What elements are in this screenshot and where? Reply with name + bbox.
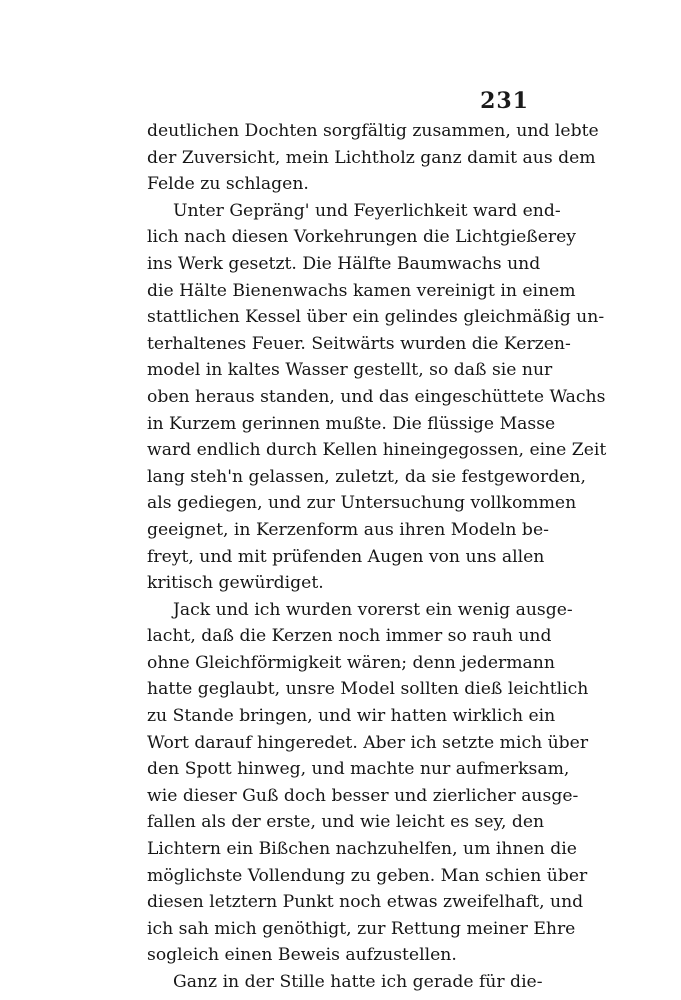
text-line: zu Stande bringen, und wir hatten wirklich ein [147, 706, 556, 727]
text-line: kritisch gewürdiget. [147, 573, 324, 594]
text-line: geeignet, in Kerzenform aus ihren Modeln be- [147, 519, 549, 540]
text-line: wie dieser Guß doch besser und zierlicher ausge- [147, 785, 579, 806]
text-line: ward endlich durch Kellen hineingegossen, eine Zeit [147, 440, 607, 461]
text-line: diesen letztern Punkt noch etwas zweifelhaft, und [147, 892, 584, 913]
text-line: hatte geglaubt, unsre Model sollten dieß leichtlich [147, 679, 589, 700]
text-line: Jack und ich wurden vorerst ein wenig ausge- [173, 599, 573, 620]
text-line: Felde zu schlagen. [147, 174, 309, 195]
text-line: Wort darauf hingeredet. Aber ich setzte mich über [147, 732, 589, 753]
text-line: sogleich einen Beweis aufzustellen. [147, 945, 457, 966]
text-line: möglichste Vollendung zu geben. Man schien über [147, 865, 588, 886]
text-line: stattlichen Kessel über ein gelindes gleichmäßig un- [147, 307, 605, 328]
text-line: als gediegen, und zur Untersuchung vollkommen [147, 493, 577, 514]
text-line: ich sah mich genöthigt, zur Rettung meiner Ehre [147, 918, 576, 939]
text-line: der Zuversicht, mein Lichtholz ganz damit aus dem [147, 147, 596, 168]
text-line: in Kurzem gerinnen mußte. Die flüssige Masse [147, 413, 556, 434]
text-line: den Spott hinweg, und machte nur aufmerksam, [147, 759, 570, 780]
text-line: lang steh'n gelassen, zuletzt, da sie festgeworden, [147, 466, 586, 487]
text-line: terhaltenes Feuer. Seitwärts wurden die Kerzen- [147, 333, 571, 354]
text-line: fallen als der erste, und wie leicht es sey, den [147, 812, 545, 833]
text-line: ins Werk gesetzt. Die Hälfte Baumwachs und [147, 253, 541, 274]
text-line: deutlichen Dochten sorgfältig zusammen, und lebte [147, 121, 599, 141]
text-line: die Hälte Bienenwachs kamen vereinigt in einem [147, 280, 576, 301]
text-line: oben heraus standen, und das eingeschüttete Wachs [147, 386, 606, 407]
text-line: model in kaltes Wasser gestellt, so daß sie nur [147, 360, 553, 381]
text-line: ohne Gleichförmigkeit wären; denn jedermann [147, 652, 555, 673]
text-line: freyt, und mit prüfenden Augen von uns allen [147, 546, 545, 567]
text-line: Lichtern ein Bißchen nachzuhelfen, um ihnen die [147, 839, 577, 860]
text-line: Ganz in der Stille hatte ich gerade für die- [173, 972, 543, 992]
page-number: 231 [480, 88, 529, 114]
text-line: Unter Gepräng' und Feyerlichkeit ward end- [173, 200, 561, 221]
text-line: lich nach diesen Vorkehrungen die Lichtgießerey [147, 227, 577, 248]
body-text [147, 118, 607, 996]
text-line: lacht, daß die Kerzen noch immer so rauh und [147, 626, 552, 647]
